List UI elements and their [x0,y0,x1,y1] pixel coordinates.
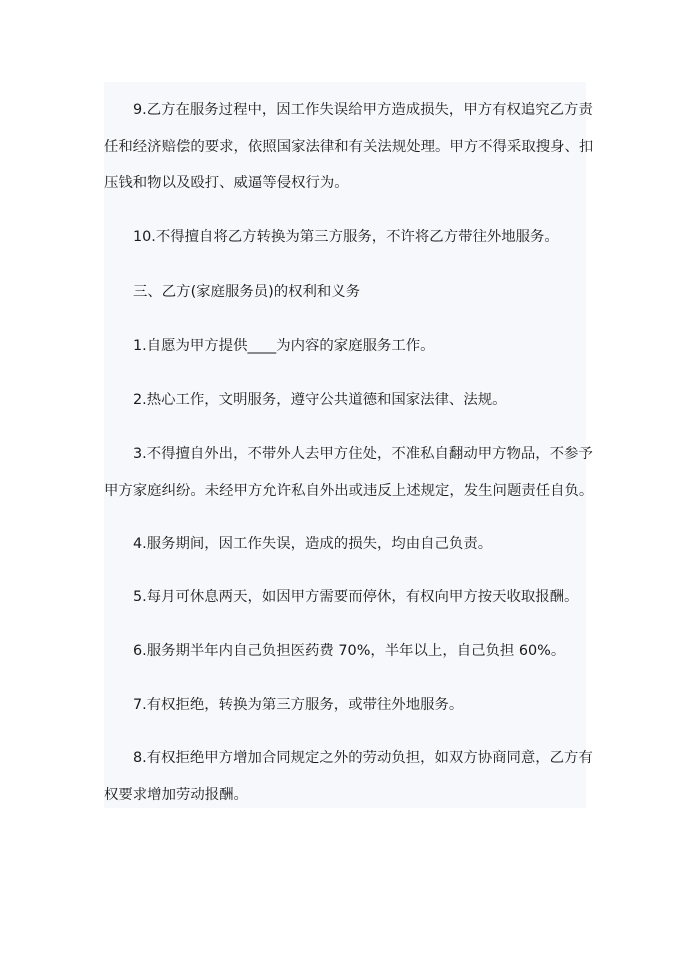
duty-2-line-1: 2.热心工作，文明服务，遵守公共道德和国家法律、法规。 [133,392,507,408]
clause-9-line-3: 压钱和物以及殴打、威逼等侵权行为。 [104,175,349,191]
duty-2-paragraph [104,382,586,419]
section-3-heading [104,274,586,311]
duty-3-paragraph [104,436,594,509]
section-3-heading-text: 三、乙方(家庭服务员)的权利和义务 [133,284,361,300]
clause-9-paragraph [104,92,594,202]
duty-5-line-1: 5.每月可休息两天，如因甲方需要而停休，有权向甲方按天收取报酬。 [133,589,579,605]
clause-9-line-2: 任和经济赔偿的要求，依照国家法律和有关法规处理。甲方不得采取搜身、扣 [104,138,594,155]
duty-3-line-2: 甲方家庭纠纷。未经甲方允许私自外出或违反上述规定，发生问题责任自负。 [104,482,594,499]
duty-5-paragraph [104,579,586,616]
duty-3-line-1: 3.不得擅自外出，不带外人去甲方住处，不准私自翻动甲方物品，不参予 [133,446,593,462]
duty-7-line-1: 7.有权拒绝，转换为第三方服务，或带往外地服务。 [133,697,464,713]
document-body [104,82,594,808]
duty-6-paragraph [104,633,586,670]
duty-8-paragraph [104,740,593,813]
duty-1-line-1: 1.自愿为甲方提供____为内容的家庭服务工作。 [133,338,435,354]
duty-4-paragraph [104,526,586,563]
clause-9-line-1: 9.乙方在服务过程中，因工作失误给甲方造成损失，甲方有权追究乙方责 [133,102,593,118]
duty-6-line-1: 6.服务期半年内自己负担医药费 70%，半年以上，自己负担 60%。 [133,643,566,659]
clause-10-line-1: 10.不得擅自将乙方转换为第三方服务，不许将乙方带往外地服务。 [133,229,559,245]
duty-4-line-1: 4.服务期间，因工作失误，造成的损失，均由自己负责。 [133,536,493,552]
duty-1-paragraph [104,328,586,365]
duty-8-line-2: 权要求增加劳动报酬。 [104,786,248,803]
duty-8-line-1: 8.有权拒绝甲方增加合同规定之外的劳动负担，如双方协商同意，乙方有 [133,750,593,766]
clause-10-paragraph [104,219,586,256]
duty-7-paragraph [104,687,586,724]
